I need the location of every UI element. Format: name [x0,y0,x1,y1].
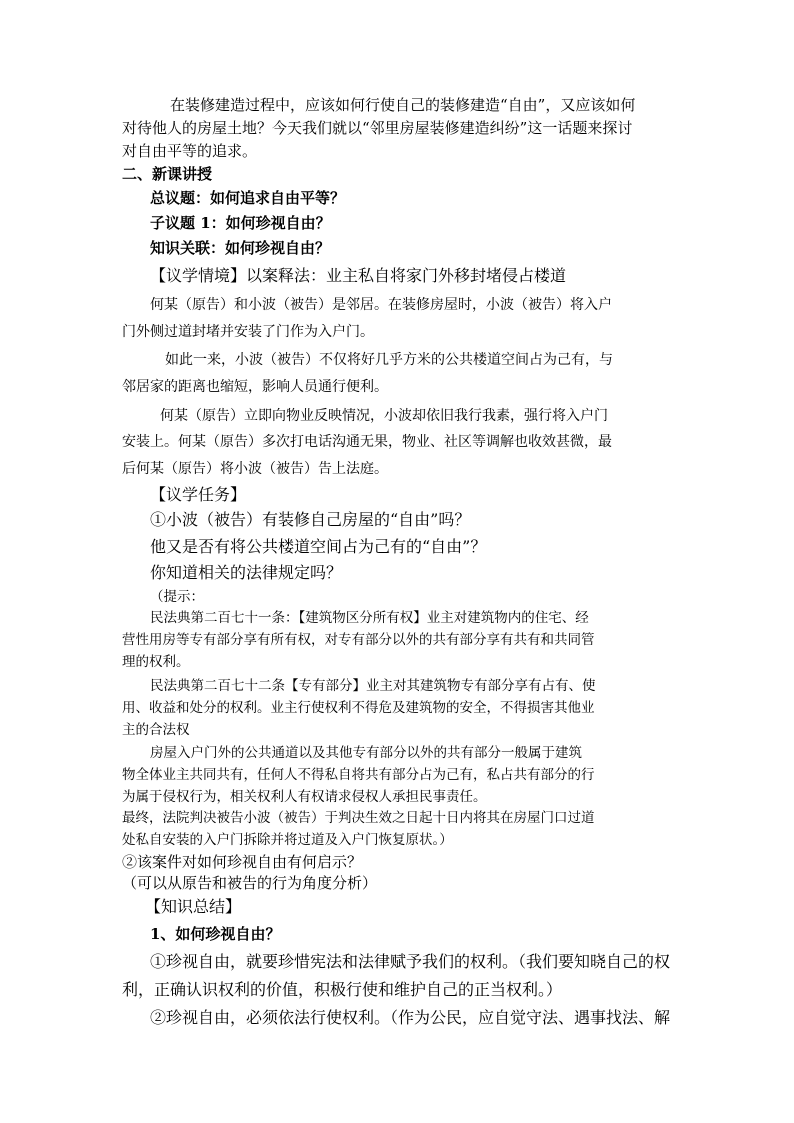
summary-p1-line-2: 利，正确认识权利的价值，积极行使和维护自己的正当权利。） [122,980,563,999]
case-p3-line-1: 何某（原告）立即向物业反映情况，小波却依旧我行我素，强行将入户门 [160,408,608,424]
intro-line-3: 对自由平等的追求。 [122,142,258,160]
law2-line-1: 民法典第二百七十二条【专有部分】业主对其建筑物专有部分享有占有、使 [150,678,596,694]
case-p3-line-3: 后何某（原告）将小波（被告）告上法庭。 [122,461,388,477]
main-topic: 总议题：如何追求自由平等？ [150,189,346,207]
question-2: ②该案件对如何珍视自由有何启示？ [122,853,363,871]
law1-line-1: 民法典第二百七十一条：【建筑物区分所有权】业主对建筑物内的住宅、经 [150,610,589,626]
case-p2-line-1: 如此一来，小波（被告）不仅将好几乎方米的公共楼道空间占为己有，与 [165,352,613,368]
law1-line-3: 理的权利。 [122,654,190,670]
sub-topic: 子议题 1：如何珍视自由？ [150,214,331,232]
question-1b: 他又是否有将公共楼道空间占为己有的“自由”？ [150,537,487,556]
section-heading: 二、新课讲授 [122,165,213,183]
case-p1-line-2: 门外侧过道封堵并安装了门作为入户门。 [122,324,374,340]
question-2-note: （可以从原告和被告的行为角度分析） [122,874,378,892]
case-p1-line-1: 何某（原告）和小波（被告）是邻居。在装修房屋时，小波（被告）将入户 [150,297,612,313]
intro-line-1: 在装修建造过程中，应该如何行使自己的装修建造“自由”，又应该如何 [170,96,636,114]
summary-p2-line-1: ②珍视自由，必须依法行使权利。（作为公民，应自觉守法、遇事找法、解 [150,1008,671,1027]
intro-line-2: 对待他人的房屋土地？今天我们就以“邻里房屋装修建造纠纷”这一话题来探讨 [122,119,633,137]
rule-line-2: 物全体业主共同共有，任何人不得私自将共有部分占为己有，私占共有部分的行 [122,767,595,783]
verdict-line-1: 最终，法院判决被告小波（被告）于判决生效之日起十日内将其在房屋门口过道 [122,810,595,826]
law1-line-2: 营性用房等专有部分享有所有权，对专有部分以外的共有部分享有共有和共同管 [122,632,595,648]
verdict-line-2: 处私自安装的入户门拆除并将过道及入户门恢复原状。） [122,832,453,848]
summary-p1-line-1: ①珍视自由，就要珍惜宪法和法律赋予我们的权利。（我们要知晓自己的权 [150,952,671,971]
summary-heading: 1、如何珍视自由？ [150,925,281,943]
scenario-title: 【议学情境】以案释法：业主私自将家门外移封堵侵占楼道 [150,266,567,285]
task-title: 【议学任务】 [150,485,247,504]
question-1c: 你知道相关的法律规定吗？ [150,563,343,582]
rule-line-3: 为属于侵权行为，相关权利人有权请求侵权人承担民事责任。 [122,789,487,805]
case-p3-line-2: 安装上。何某（原告）多次打电话沟通无果，物业、社区等调解也收效甚微，最 [122,434,612,450]
question-1: ①小波（被告）有装修自己房屋的“自由”吗？ [150,510,471,529]
law2-line-2: 用、收益和处分的权利。业主行使权利不得危及建筑物的安全，不得损害其他业 [122,700,595,716]
hint-open: （提示： [150,589,204,605]
rule-line-1: 房屋入户门外的公共通道以及其他专有部分以外的共有部分一般属于建筑 [150,745,582,761]
case-p2-line-2: 邻居家的距离也缩短，影响人员通行便利。 [122,379,388,395]
law2-line-3: 主的合法权 [122,722,190,738]
summary-title: 【知识总结】 [145,897,242,916]
knowledge-link: 知识关联：如何珍视自由？ [150,239,331,257]
